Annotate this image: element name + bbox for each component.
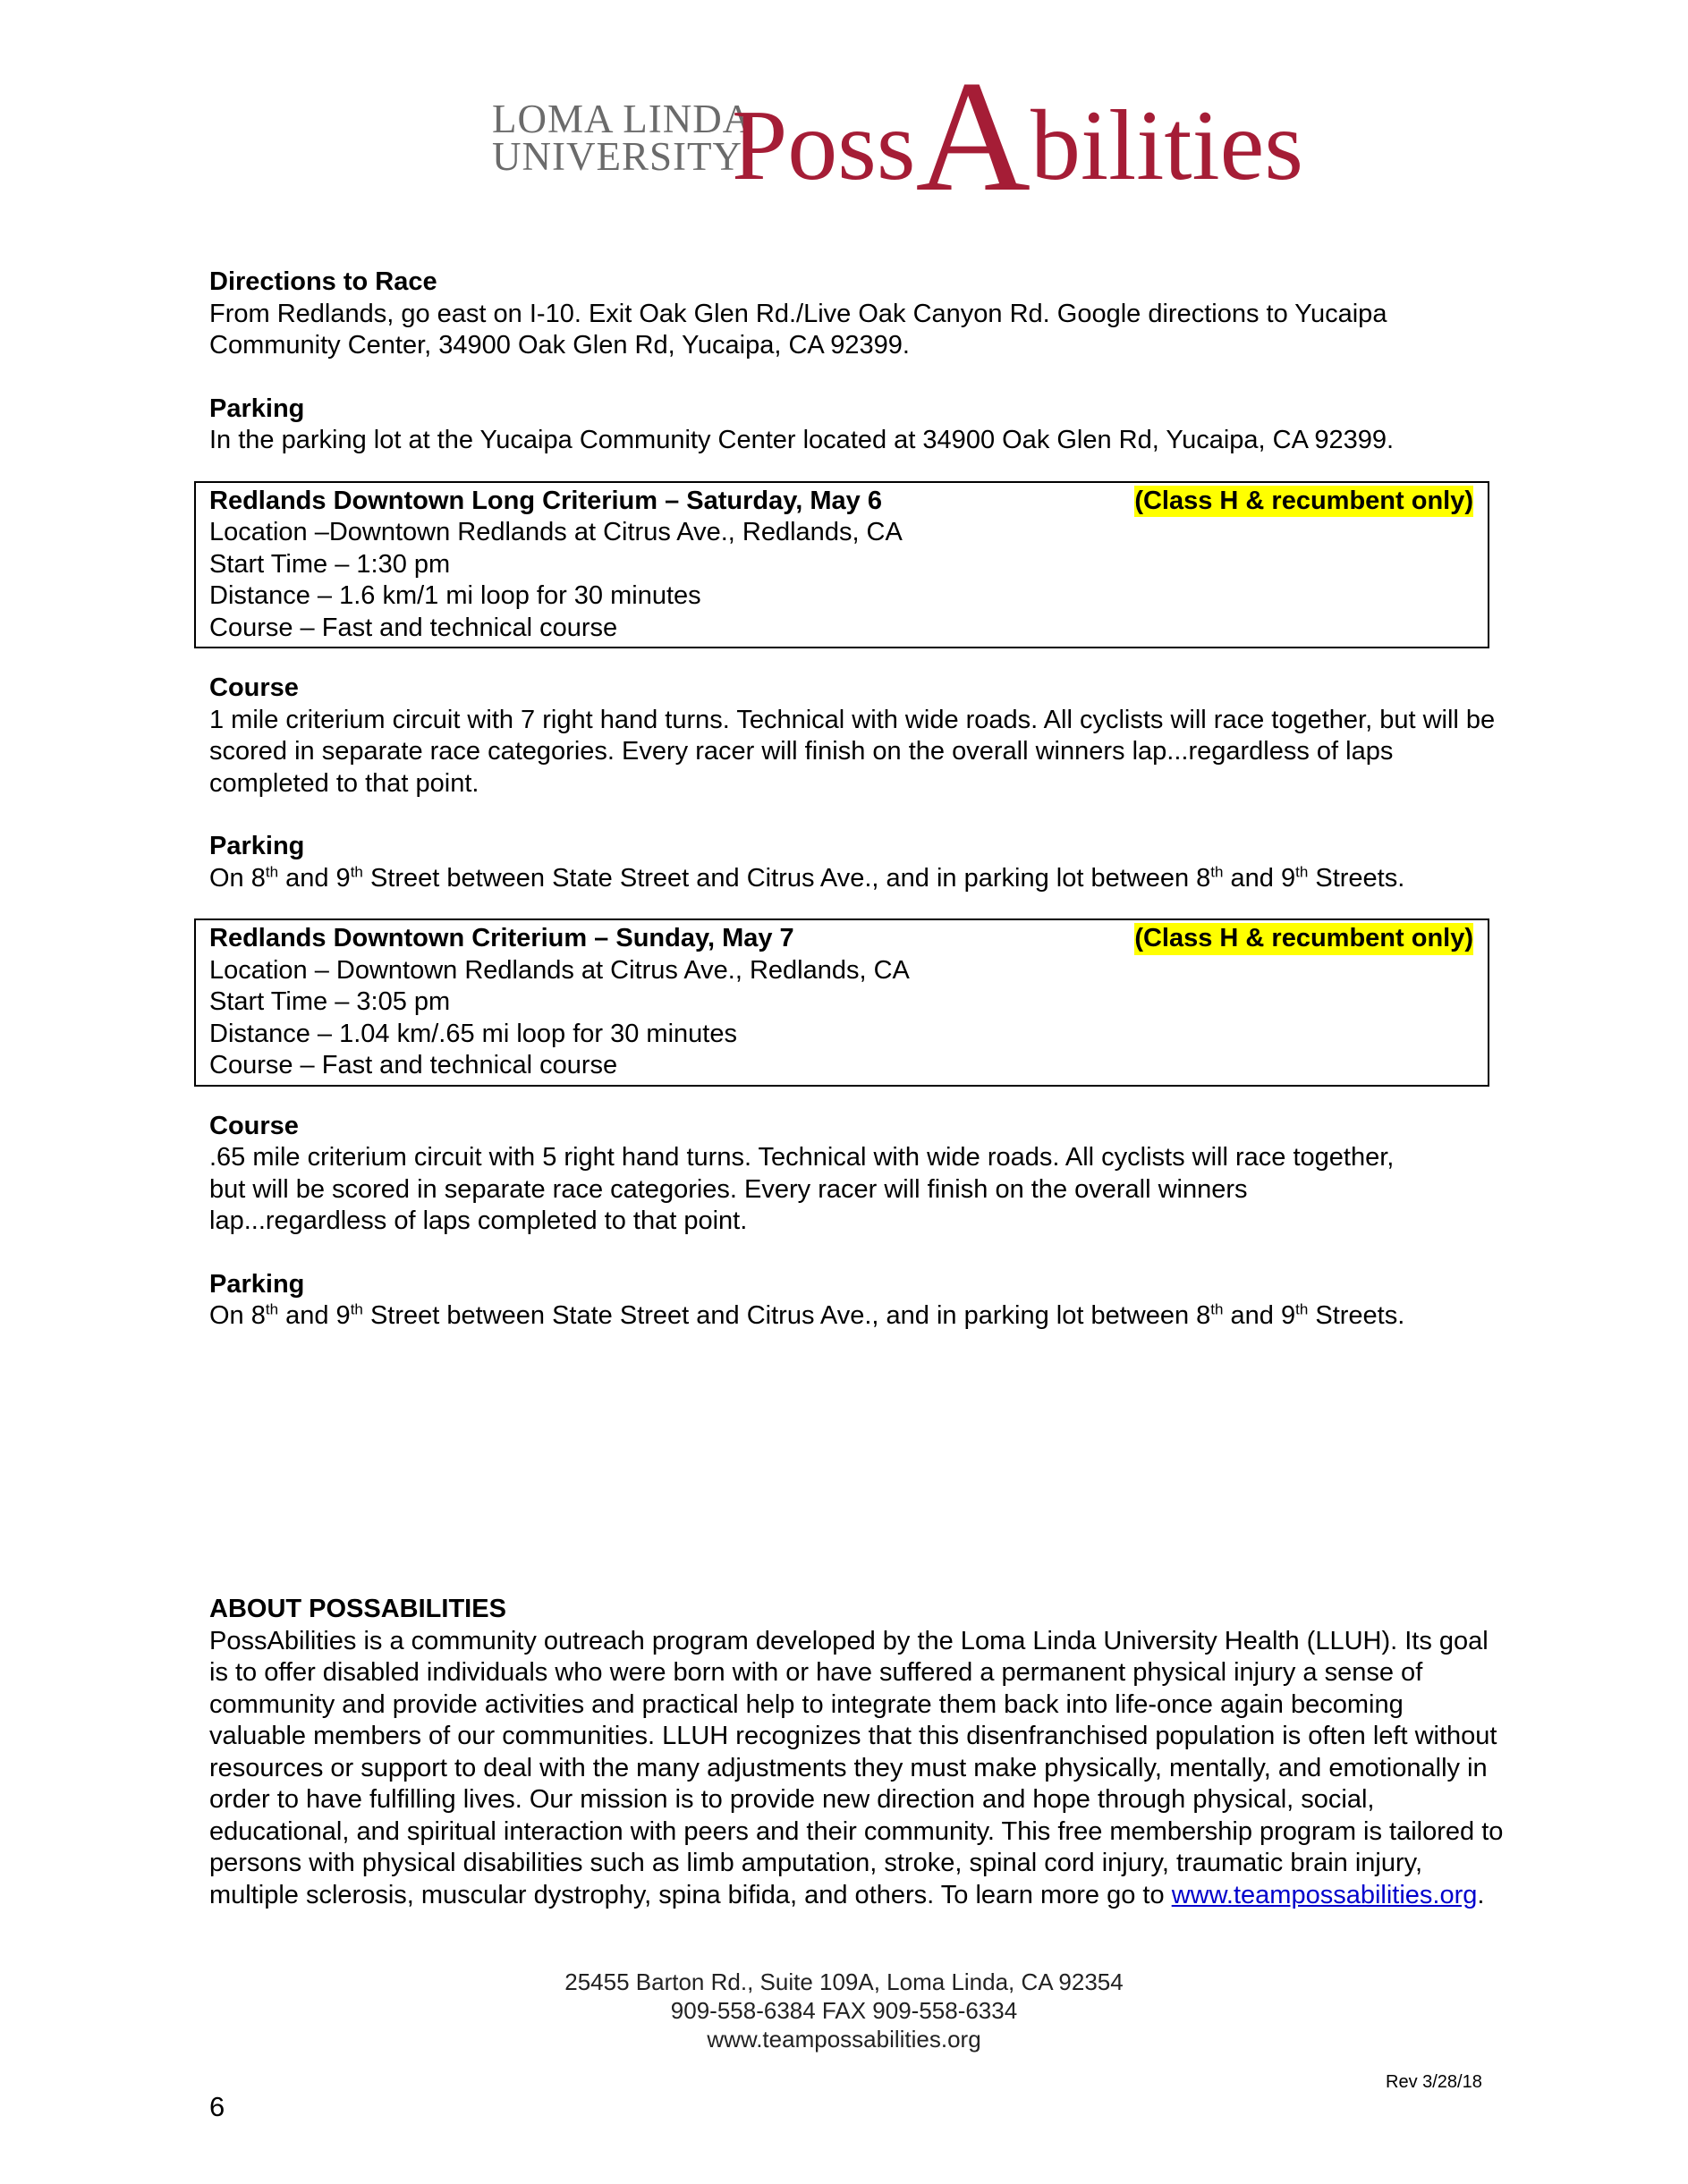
loma-linda-university-wordmark	[492, 97, 753, 179]
parking-text-3: On 8th and 9th Street between State Street and Citrus Ave., and in parking lot between 8th and 9th Streets.	[209, 1300, 1405, 1330]
class-note-1: (Class H & recumbent only)	[1134, 486, 1473, 518]
parking-heading-1: Parking	[209, 394, 305, 423]
footer	[0, 1968, 1688, 2053]
race-start-1: Start Time – 1:30 pm	[209, 549, 451, 579]
race-course-1: Course – Fast and technical course	[209, 613, 618, 642]
footer-website: www.teampossabilities.org	[707, 2026, 981, 2053]
class-note-2: (Class H & recumbent only)	[1134, 923, 1473, 955]
main-content	[209, 267, 1506, 1333]
possabilities-wordmark	[732, 47, 1303, 224]
parking-section-3	[209, 1269, 1506, 1333]
website-link[interactable]: www.teampossabilities.org	[1171, 1880, 1478, 1909]
course-text-2-line3: lap...regardless of laps completed to that point.	[209, 1206, 748, 1235]
race-location-1: Location –Downtown Redlands at Citrus Ave., Redlands, CA	[209, 518, 903, 546]
course-text-1: 1 mile criterium circuit with 7 right hand turns. Technical with wide roads. All cyclists will race together, but will be scored in separate race categories. Every racer will finish on the overall winners lap...regardless of laps completed to that point.	[209, 705, 1496, 798]
footer-phone: 909-558-6384 FAX 909-558-6334	[670, 1997, 1018, 2024]
parking-section-2	[209, 831, 1506, 894]
page-number: 6	[209, 2091, 225, 2122]
about-text: PossAbilities is a community outreach program developed by the Loma Linda University Health (LLUH). Its goal is to offer disabled individuals who were born with or have suffered a permanent physical injury a sense of community and provide activities and practical help to integrate them back into life-once again becoming valuable members of our communities. LLUH recognizes that this disenfranchised population is often left without resources or support to deal with the many adjustments they must make physically, mentally, and emotionally in order to have fulfilling lives. Our mission is to provide new direction and hope through physical, social, educational, and spiritual interaction with peers and their community. This free membership program is tailored to persons with physical disabilities such as limb amputation, stroke, spinal cord injury, traumatic brain injury, multiple sclerosis, muscular dystrophy, spina bifida, and others. To learn more go to www.teampossabilities.org.	[209, 1626, 1504, 1909]
race-course-2: Course – Fast and technical course	[209, 1051, 618, 1079]
logo-line2: UNIVERSITY	[492, 134, 742, 179]
race-box-long-criterium	[194, 481, 1489, 649]
parking-heading-2: Parking	[209, 832, 305, 860]
course-text-2-line2: but will be scored in separate race categories. Every racer will finish on the overall winners	[209, 1174, 1248, 1204]
directions-heading: Directions to Race	[209, 267, 437, 296]
course-section-1	[209, 673, 1506, 800]
learn-more-prefix: To learn more go to	[940, 1880, 1172, 1909]
logo	[492, 47, 1303, 243]
revision-label: Rev 3/28/18	[1386, 2072, 1482, 2092]
parking-text-2: On 8th and 9th Street between State Street and Citrus Ave., and in parking lot between 8th and 9th Streets.	[209, 862, 1405, 893]
about-section	[209, 1594, 1506, 1911]
parking-text-1: In the parking lot at the Yucaipa Community Center located at 34900 Oak Glen Rd, Yucaipa, CA 92399.	[209, 426, 1395, 454]
race-box-criterium	[194, 918, 1489, 1087]
footer-address: 25455 Barton Rd., Suite 109A, Loma Linda, CA 92354	[564, 1968, 1124, 1995]
directions-section	[209, 267, 1506, 362]
brand-big-a: A	[915, 47, 1031, 224]
logo-line1: LOMA LINDA	[492, 97, 753, 141]
parking-heading-3: Parking	[209, 1269, 305, 1299]
race-location-2: Location – Downtown Redlands at Citrus Ave., Redlands, CA	[209, 955, 910, 985]
race-title-1: Redlands Downtown Long Criterium – Saturday, May 6	[209, 486, 882, 515]
race-distance-2: Distance – 1.04 km/.65 mi loop for 30 minutes	[209, 1019, 737, 1048]
about-heading: ABOUT POSSABILITIES	[209, 1595, 506, 1623]
directions-text: From Redlands, go east on I-10. Exit Oak Glen Rd./Live Oak Canyon Rd. Google directions to Yucaipa Community Center, 34900 Oak Glen Rd, Yucaipa, CA 92399.	[209, 299, 1387, 360]
brand-part1: Poss	[732, 90, 916, 201]
race-distance-1: Distance – 1.6 km/1 mi loop for 30 minutes	[209, 581, 701, 610]
race-title-2: Redlands Downtown Criterium – Sunday, May 7	[209, 924, 794, 952]
course-heading-2: Course	[209, 1111, 299, 1140]
brand-part2: bilities	[1031, 90, 1303, 201]
course-text-2-line1: .65 mile criterium circuit with 5 right hand turns. Technical with wide roads. All cyclists will race together,	[209, 1143, 1395, 1172]
course-heading-1: Course	[209, 673, 299, 702]
course-section-2	[209, 1111, 1506, 1238]
race-start-2: Start Time – 3:05 pm	[209, 987, 451, 1016]
about-body: PossAbilities is a community outreach program developed by the Loma Linda University Health (LLUH). Its goal is to offer disabled individuals who were born with or have suffered a permanent physical injury a sense of community and provide activities and practical help to integrate them back into life-once again becoming valuable members of our communities. LLUH recognizes that this disenfranchised population is often left without resources or support to deal with the many adjustments they must make physically, mentally, and emotionally in order to have fulfilling lives. Our mission is to provide new direction and hope through physical, social, educational, and spiritual interaction with peers and their community. This free membership program is tailored to persons with physical disabilities such as limb amputation, stroke, spinal cord injury, traumatic brain injury, multiple sclerosis, muscular dystrophy, spina bifida, and others.	[209, 1626, 1504, 1909]
parking-section-1	[209, 394, 1506, 457]
